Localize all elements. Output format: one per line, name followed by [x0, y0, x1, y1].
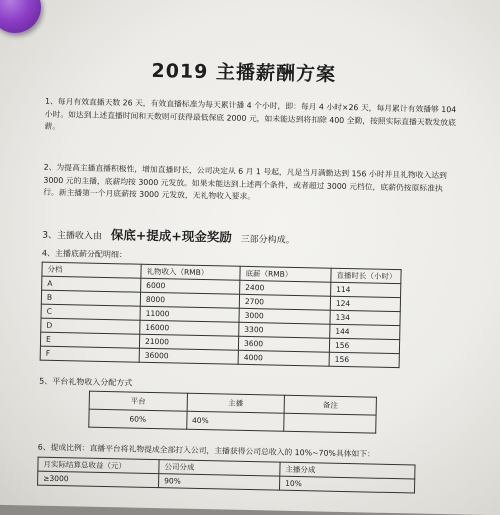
table-cell: 144 — [330, 324, 400, 339]
table-cell: 40% — [186, 411, 284, 431]
table-cell: 3000 — [239, 308, 330, 324]
base-salary-heading: 4、主播底薪分配明细： — [41, 248, 128, 260]
table-cell: 90% — [159, 474, 280, 491]
table-header-cell: 月实际结算总收益（元） — [38, 457, 159, 474]
table-header-cell: 主播分成 — [280, 462, 415, 479]
table-header-cell: 直播时长（小时） — [331, 268, 401, 283]
paragraph-1: 1、每月有效直播天数 26 天，有效直播标准为每天累计播 4 个小时，即：每月 4 小时×26 天，每月累计有效播够 104 小时。如达到上述直播时间和天数则可获得最低保底 2000 元，如未能达到将扣除 400 全勤，按照实际直播天数发放底薪。 — [44, 96, 457, 131]
table-cell: 124 — [330, 296, 400, 311]
table-cell: 6000 — [141, 278, 240, 294]
table-cell: 36000 — [139, 348, 238, 364]
table-cell: A — [42, 276, 141, 292]
table-cell — [284, 413, 376, 433]
table-cell: 11000 — [140, 306, 239, 322]
base-salary-table — [40, 262, 402, 369]
commission-table — [37, 457, 416, 494]
table-cell: 134 — [330, 310, 400, 325]
table-cell: 16000 — [140, 320, 239, 336]
income-prefix: 3、主播收入由 — [42, 230, 103, 242]
table-cell: 114 — [331, 282, 401, 297]
table-header-cell: 平台 — [89, 391, 187, 411]
table-cell: 3600 — [238, 336, 329, 352]
table-cell: C — [41, 304, 140, 320]
income-highlight: 保底+提成+现金奖励 — [110, 227, 232, 245]
table-cell: 60% — [89, 409, 187, 429]
table-cell: 8000 — [140, 292, 239, 308]
table-cell: D — [41, 318, 140, 334]
table-cell: 156 — [329, 338, 399, 353]
table-cell: B — [41, 290, 140, 306]
paragraph-2: 2、为提高主播直播积极性，增加直播时长，公司决定从 6 月 1 号起，凡是当月满勤达到 156 小时并且礼物收入达到 3000 元的主播，底薪均按 3000 元发放。如果未能达到上述两个条件，或者超过 3000 元档位，底薪仍按原标准执行。新主播第一个月底薪按 3000 元发放，无礼物收入要求。 — [43, 162, 447, 202]
table-cell: 156 — [329, 352, 399, 367]
gift-split-heading: 5、平台礼物收入分配方式 — [39, 376, 133, 388]
commission-heading: 6、提成比例：直播平台将礼物提成全部打入公司，主播获得公司总收入的 10%~70%具体如下： — [37, 442, 375, 459]
table-cell: 3300 — [239, 322, 330, 338]
table-cell: 2400 — [240, 280, 331, 296]
table-cell: 2700 — [239, 294, 330, 310]
table-cell: F — [40, 346, 139, 362]
table-cell: E — [40, 332, 139, 348]
table-header-cell: 主播 — [187, 393, 285, 413]
table-cell: 21000 — [139, 334, 238, 350]
table-header-cell: 礼物收入（RMB） — [141, 264, 240, 280]
table-cell: 10% — [279, 476, 414, 493]
table-cell: 4000 — [238, 350, 329, 366]
gift-split-table — [88, 391, 377, 434]
table-header-cell: 备注 — [284, 395, 376, 415]
table-header-cell: 分档 — [42, 262, 141, 278]
document-title: 2019 主播薪酬方案 — [151, 59, 337, 86]
income-suffix: 三部分构成。 — [240, 234, 295, 246]
table-header-cell: 底薪（RMB） — [240, 266, 331, 282]
table-cell: ≥3000 — [38, 471, 159, 488]
table-header-cell: 公司分成 — [159, 460, 280, 477]
